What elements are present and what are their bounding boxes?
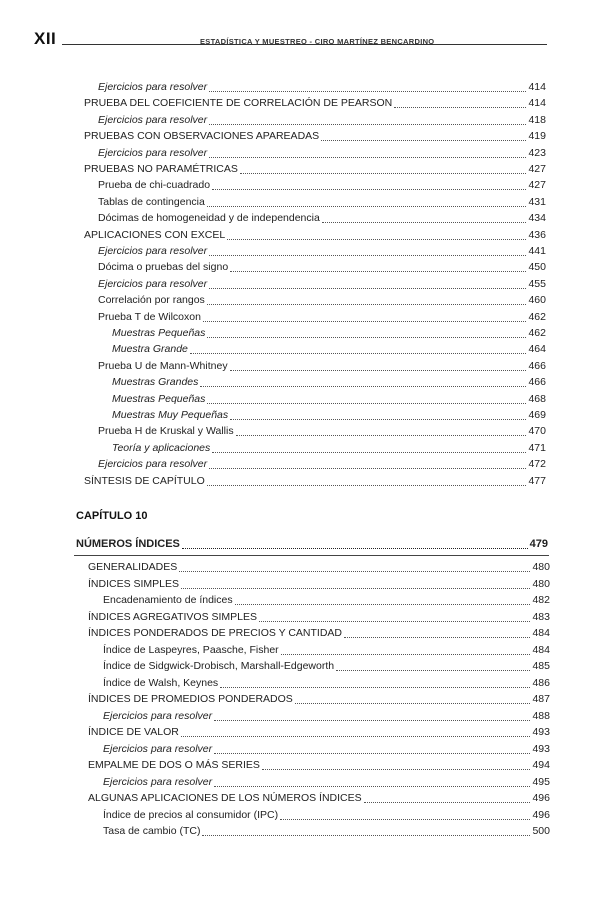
toc-entry[interactable] bbox=[112, 373, 546, 389]
dot-leader bbox=[336, 670, 530, 671]
toc-entry-title: Índice de Sidgwick-Drobisch, Marshall-Edgeworth bbox=[103, 660, 335, 672]
toc-entry[interactable] bbox=[88, 575, 550, 591]
dot-leader bbox=[230, 370, 527, 371]
toc-entry-page: 460 bbox=[528, 294, 546, 307]
toc-entry[interactable] bbox=[98, 455, 546, 471]
toc-entry[interactable] bbox=[88, 608, 550, 624]
toc-entry-page: 487 bbox=[532, 693, 550, 705]
toc-entry-page: 484 bbox=[532, 643, 550, 656]
toc-entry-title: PRUEBAS NO PARAMÉTRICAS bbox=[84, 163, 238, 175]
toc-entry-page: 486 bbox=[532, 676, 550, 689]
toc-entry-title: Muestras Grandes bbox=[112, 376, 199, 389]
toc-entry[interactable] bbox=[98, 209, 546, 225]
page-number: XII bbox=[34, 29, 57, 48]
dot-leader bbox=[209, 124, 526, 125]
toc-entry-page: 441 bbox=[528, 245, 546, 257]
toc-entry[interactable] bbox=[98, 144, 546, 160]
toc-entry-page: 419 bbox=[528, 130, 546, 143]
running-title: ESTADÍSTICA Y MUESTREO - CIRO MARTÍNEZ BENCARDINO bbox=[200, 37, 435, 46]
dot-leader bbox=[321, 140, 526, 141]
toc-entry[interactable] bbox=[88, 624, 550, 640]
dot-leader bbox=[200, 386, 526, 387]
toc-entry-title: Muestras Muy Pequeñas bbox=[112, 409, 229, 421]
toc-entry-title: APLICACIONES CON EXCEL bbox=[84, 228, 226, 241]
toc-entry[interactable] bbox=[112, 324, 546, 340]
toc-entry-page: 462 bbox=[528, 327, 546, 339]
toc-entry-page: 418 bbox=[528, 113, 546, 126]
dot-leader bbox=[230, 271, 526, 272]
toc-entry-page: 462 bbox=[528, 310, 546, 323]
toc-entry-page: 469 bbox=[528, 409, 546, 421]
toc-entry-title: Muestras Pequeñas bbox=[112, 327, 206, 339]
toc-entry-title: ÍNDICE DE VALOR bbox=[88, 726, 179, 738]
toc-entry-title: ALGUNAS APLICACIONES DE LOS NÚMEROS ÍNDICES bbox=[88, 792, 362, 804]
dot-leader bbox=[209, 288, 526, 289]
dot-leader bbox=[227, 239, 526, 240]
dot-leader bbox=[214, 753, 530, 754]
toc-entry-title: ÍNDICES AGREGATIVOS SIMPLES bbox=[88, 610, 258, 623]
toc-entry-page: 480 bbox=[532, 561, 550, 573]
toc-entry-title: ÍNDICES PONDERADOS DE PRECIOS Y CANTIDAD bbox=[88, 627, 342, 639]
toc-entry-page: 488 bbox=[532, 709, 550, 722]
toc-entry-page: 484 bbox=[532, 627, 550, 639]
chapter-title: NÚMEROS ÍNDICES bbox=[76, 538, 180, 550]
toc-entry[interactable] bbox=[84, 127, 546, 143]
toc-entry-title: ÍNDICES DE PROMEDIOS PONDERADOS bbox=[88, 693, 293, 705]
toc-entry[interactable] bbox=[103, 806, 550, 822]
toc-entry-page: 485 bbox=[532, 660, 550, 672]
toc-entry-page: 464 bbox=[528, 343, 546, 356]
toc-entry-page: 495 bbox=[532, 775, 550, 788]
chapter-label: CAPÍTULO 10 bbox=[76, 510, 148, 522]
toc-entry-page: 450 bbox=[528, 261, 546, 274]
toc-entry[interactable] bbox=[103, 657, 550, 673]
toc-entry-title: Ejercicios para resolver bbox=[98, 277, 208, 290]
toc-entry-title: Ejercicios para resolver bbox=[98, 146, 208, 159]
dot-leader bbox=[214, 786, 530, 787]
dot-leader bbox=[190, 353, 527, 354]
toc-entry-title: Tablas de contingencia bbox=[98, 195, 205, 208]
toc-entry[interactable] bbox=[112, 390, 546, 406]
toc-entry[interactable] bbox=[98, 176, 546, 192]
toc-entry-title: Prueba U de Mann-Whitney bbox=[98, 359, 228, 372]
toc-entry-title: Ejercicios para resolver bbox=[103, 742, 213, 755]
dot-leader bbox=[230, 419, 526, 420]
dot-leader bbox=[207, 403, 526, 404]
toc-entry-page: 427 bbox=[528, 163, 546, 175]
toc-entry[interactable] bbox=[98, 193, 546, 209]
toc-entry-page: 427 bbox=[528, 179, 546, 192]
toc-entry-title: Ejercicios para resolver bbox=[103, 709, 213, 722]
dot-leader bbox=[240, 173, 527, 174]
toc-entry-page: 500 bbox=[532, 825, 550, 837]
toc-entry[interactable] bbox=[84, 472, 546, 488]
toc-entry-page: 496 bbox=[532, 808, 550, 821]
toc-entry[interactable] bbox=[98, 357, 546, 373]
dot-leader bbox=[236, 435, 527, 436]
toc-entry[interactable] bbox=[88, 723, 550, 739]
dot-leader bbox=[344, 637, 530, 638]
dot-leader bbox=[220, 687, 530, 688]
header-rule bbox=[62, 44, 547, 45]
toc-entry-page: 414 bbox=[528, 81, 546, 93]
toc-entry-page: 471 bbox=[528, 441, 546, 454]
toc-entry-title: Ejercicios para resolver bbox=[98, 81, 208, 93]
toc-entry-page: 483 bbox=[532, 610, 550, 623]
toc-entry-page: 494 bbox=[532, 759, 550, 771]
dot-leader bbox=[262, 769, 531, 770]
chapter-title-row[interactable] bbox=[76, 533, 548, 551]
dot-leader bbox=[207, 304, 527, 305]
toc-entry[interactable] bbox=[103, 773, 550, 789]
toc-entry-page: 414 bbox=[528, 97, 546, 110]
toc-entry-page: 482 bbox=[532, 594, 550, 606]
toc-entry-title: ÍNDICES SIMPLES bbox=[88, 577, 180, 590]
toc-entry-page: 477 bbox=[528, 474, 546, 487]
toc-entry-page: 468 bbox=[528, 392, 546, 405]
toc-entry-title: Ejercicios para resolver bbox=[98, 458, 208, 471]
toc-entry-title: Tasa de cambio (TC) bbox=[103, 825, 201, 837]
toc-entry-title: Prueba T de Wilcoxon bbox=[98, 310, 201, 323]
toc-entry-title: PRUEBAS CON OBSERVACIONES APAREADAS bbox=[84, 130, 320, 143]
toc-entry-title: Ejercicios para resolver bbox=[103, 775, 213, 788]
toc-entry[interactable] bbox=[88, 558, 550, 574]
toc-entry[interactable] bbox=[98, 308, 546, 324]
toc-entry-page: 434 bbox=[528, 212, 546, 225]
dot-leader bbox=[364, 802, 531, 803]
toc-entry[interactable] bbox=[84, 94, 546, 110]
dot-leader bbox=[179, 571, 530, 572]
toc-entry[interactable] bbox=[103, 641, 550, 657]
toc-entry[interactable] bbox=[98, 422, 546, 438]
dot-leader bbox=[212, 189, 526, 190]
toc-entry-title: Muestra Grande bbox=[112, 343, 188, 356]
dot-leader bbox=[235, 604, 531, 605]
page-header bbox=[0, 0, 600, 60]
toc-entry-title: Ejercicios para resolver bbox=[98, 245, 208, 257]
toc-entry[interactable] bbox=[103, 591, 550, 607]
dot-leader bbox=[203, 321, 527, 322]
toc-entry[interactable] bbox=[103, 674, 550, 690]
toc-entry-title: Encadenamiento de índices bbox=[103, 594, 233, 606]
toc-entry[interactable] bbox=[98, 258, 546, 274]
toc-entry[interactable] bbox=[88, 789, 550, 805]
toc-entry-page: 466 bbox=[528, 376, 546, 389]
dot-leader bbox=[214, 720, 530, 721]
dot-leader bbox=[394, 107, 526, 108]
toc-entry-page: 493 bbox=[532, 726, 550, 738]
dot-leader bbox=[207, 337, 526, 338]
toc-entry-title: Prueba H de Kruskal y Wallis bbox=[98, 425, 234, 438]
dot-leader bbox=[181, 588, 530, 589]
dot-leader bbox=[212, 452, 526, 453]
dot-leader bbox=[209, 91, 526, 92]
dot-leader bbox=[207, 485, 527, 486]
toc-entry-title: EMPALME DE DOS O MÁS SERIES bbox=[88, 759, 260, 771]
toc-entry[interactable] bbox=[112, 406, 546, 422]
dot-leader bbox=[209, 255, 526, 256]
dot-leader bbox=[202, 835, 530, 836]
toc-entry-page: 472 bbox=[528, 458, 546, 471]
toc-entry[interactable] bbox=[98, 291, 546, 307]
dot-leader bbox=[209, 157, 526, 158]
toc-entry-page: 496 bbox=[532, 792, 550, 804]
toc-entry-title: Ejercicios para resolver bbox=[98, 113, 208, 126]
dot-leader bbox=[181, 736, 531, 737]
dot-leader bbox=[207, 206, 527, 207]
toc-entry-title: Prueba de chi-cuadrado bbox=[98, 179, 211, 192]
chapter-divider bbox=[74, 555, 549, 556]
toc-entry-page: 423 bbox=[528, 146, 546, 159]
toc-entry[interactable] bbox=[103, 707, 550, 723]
toc-entry[interactable] bbox=[88, 690, 550, 706]
toc-entry-title: Correlación por rangos bbox=[98, 294, 205, 307]
toc-entry-title: Índice de Walsh, Keynes bbox=[103, 676, 219, 689]
toc-entry-title: Muestras Pequeñas bbox=[112, 392, 206, 405]
toc-entry[interactable] bbox=[84, 160, 546, 176]
toc-entry-title: Dócima o pruebas del signo bbox=[98, 261, 229, 274]
dot-leader bbox=[209, 468, 526, 469]
toc-entry[interactable] bbox=[98, 111, 546, 127]
toc-entry-title: Dócimas de homogeneidad y de independencia bbox=[98, 212, 320, 225]
toc-entry-page: 470 bbox=[528, 425, 546, 438]
toc-entry[interactable] bbox=[98, 78, 546, 94]
toc-entry-page: 466 bbox=[528, 359, 546, 372]
toc-entry-page: 431 bbox=[528, 195, 546, 208]
dot-leader bbox=[182, 548, 528, 549]
dot-leader bbox=[280, 819, 530, 820]
toc-entry-page: 480 bbox=[532, 577, 550, 590]
toc-entry-title: PRUEBA DEL COEFICIENTE DE CORRELACIÓN DE PEARSON bbox=[84, 97, 393, 110]
toc-entry-title: Teoría y aplicaciones bbox=[112, 441, 211, 454]
toc-entry[interactable] bbox=[98, 275, 546, 291]
toc-entry[interactable] bbox=[88, 756, 550, 772]
toc-entry-title: SÍNTESIS DE CAPÍTULO bbox=[84, 474, 205, 487]
toc-entry[interactable] bbox=[84, 226, 546, 242]
dot-leader bbox=[259, 621, 530, 622]
toc-entry[interactable] bbox=[103, 740, 550, 756]
toc-entry[interactable] bbox=[103, 822, 550, 838]
toc-entry-title: GENERALIDADES bbox=[88, 561, 178, 573]
dot-leader bbox=[295, 703, 531, 704]
toc-entry-title: Índice de Laspeyres, Paasche, Fisher bbox=[103, 643, 279, 656]
dot-leader bbox=[281, 654, 531, 655]
dot-leader bbox=[322, 222, 527, 223]
toc-entry-page: 436 bbox=[528, 228, 546, 241]
toc-entry[interactable] bbox=[112, 439, 546, 455]
toc-entry[interactable] bbox=[112, 340, 546, 356]
toc-entry[interactable] bbox=[98, 242, 546, 258]
toc-entry-title: Índice de precios al consumidor (IPC) bbox=[103, 808, 279, 821]
toc-entry-page: 455 bbox=[528, 277, 546, 290]
chapter-title-page: 479 bbox=[529, 538, 548, 550]
toc-entry-page: 493 bbox=[532, 742, 550, 755]
